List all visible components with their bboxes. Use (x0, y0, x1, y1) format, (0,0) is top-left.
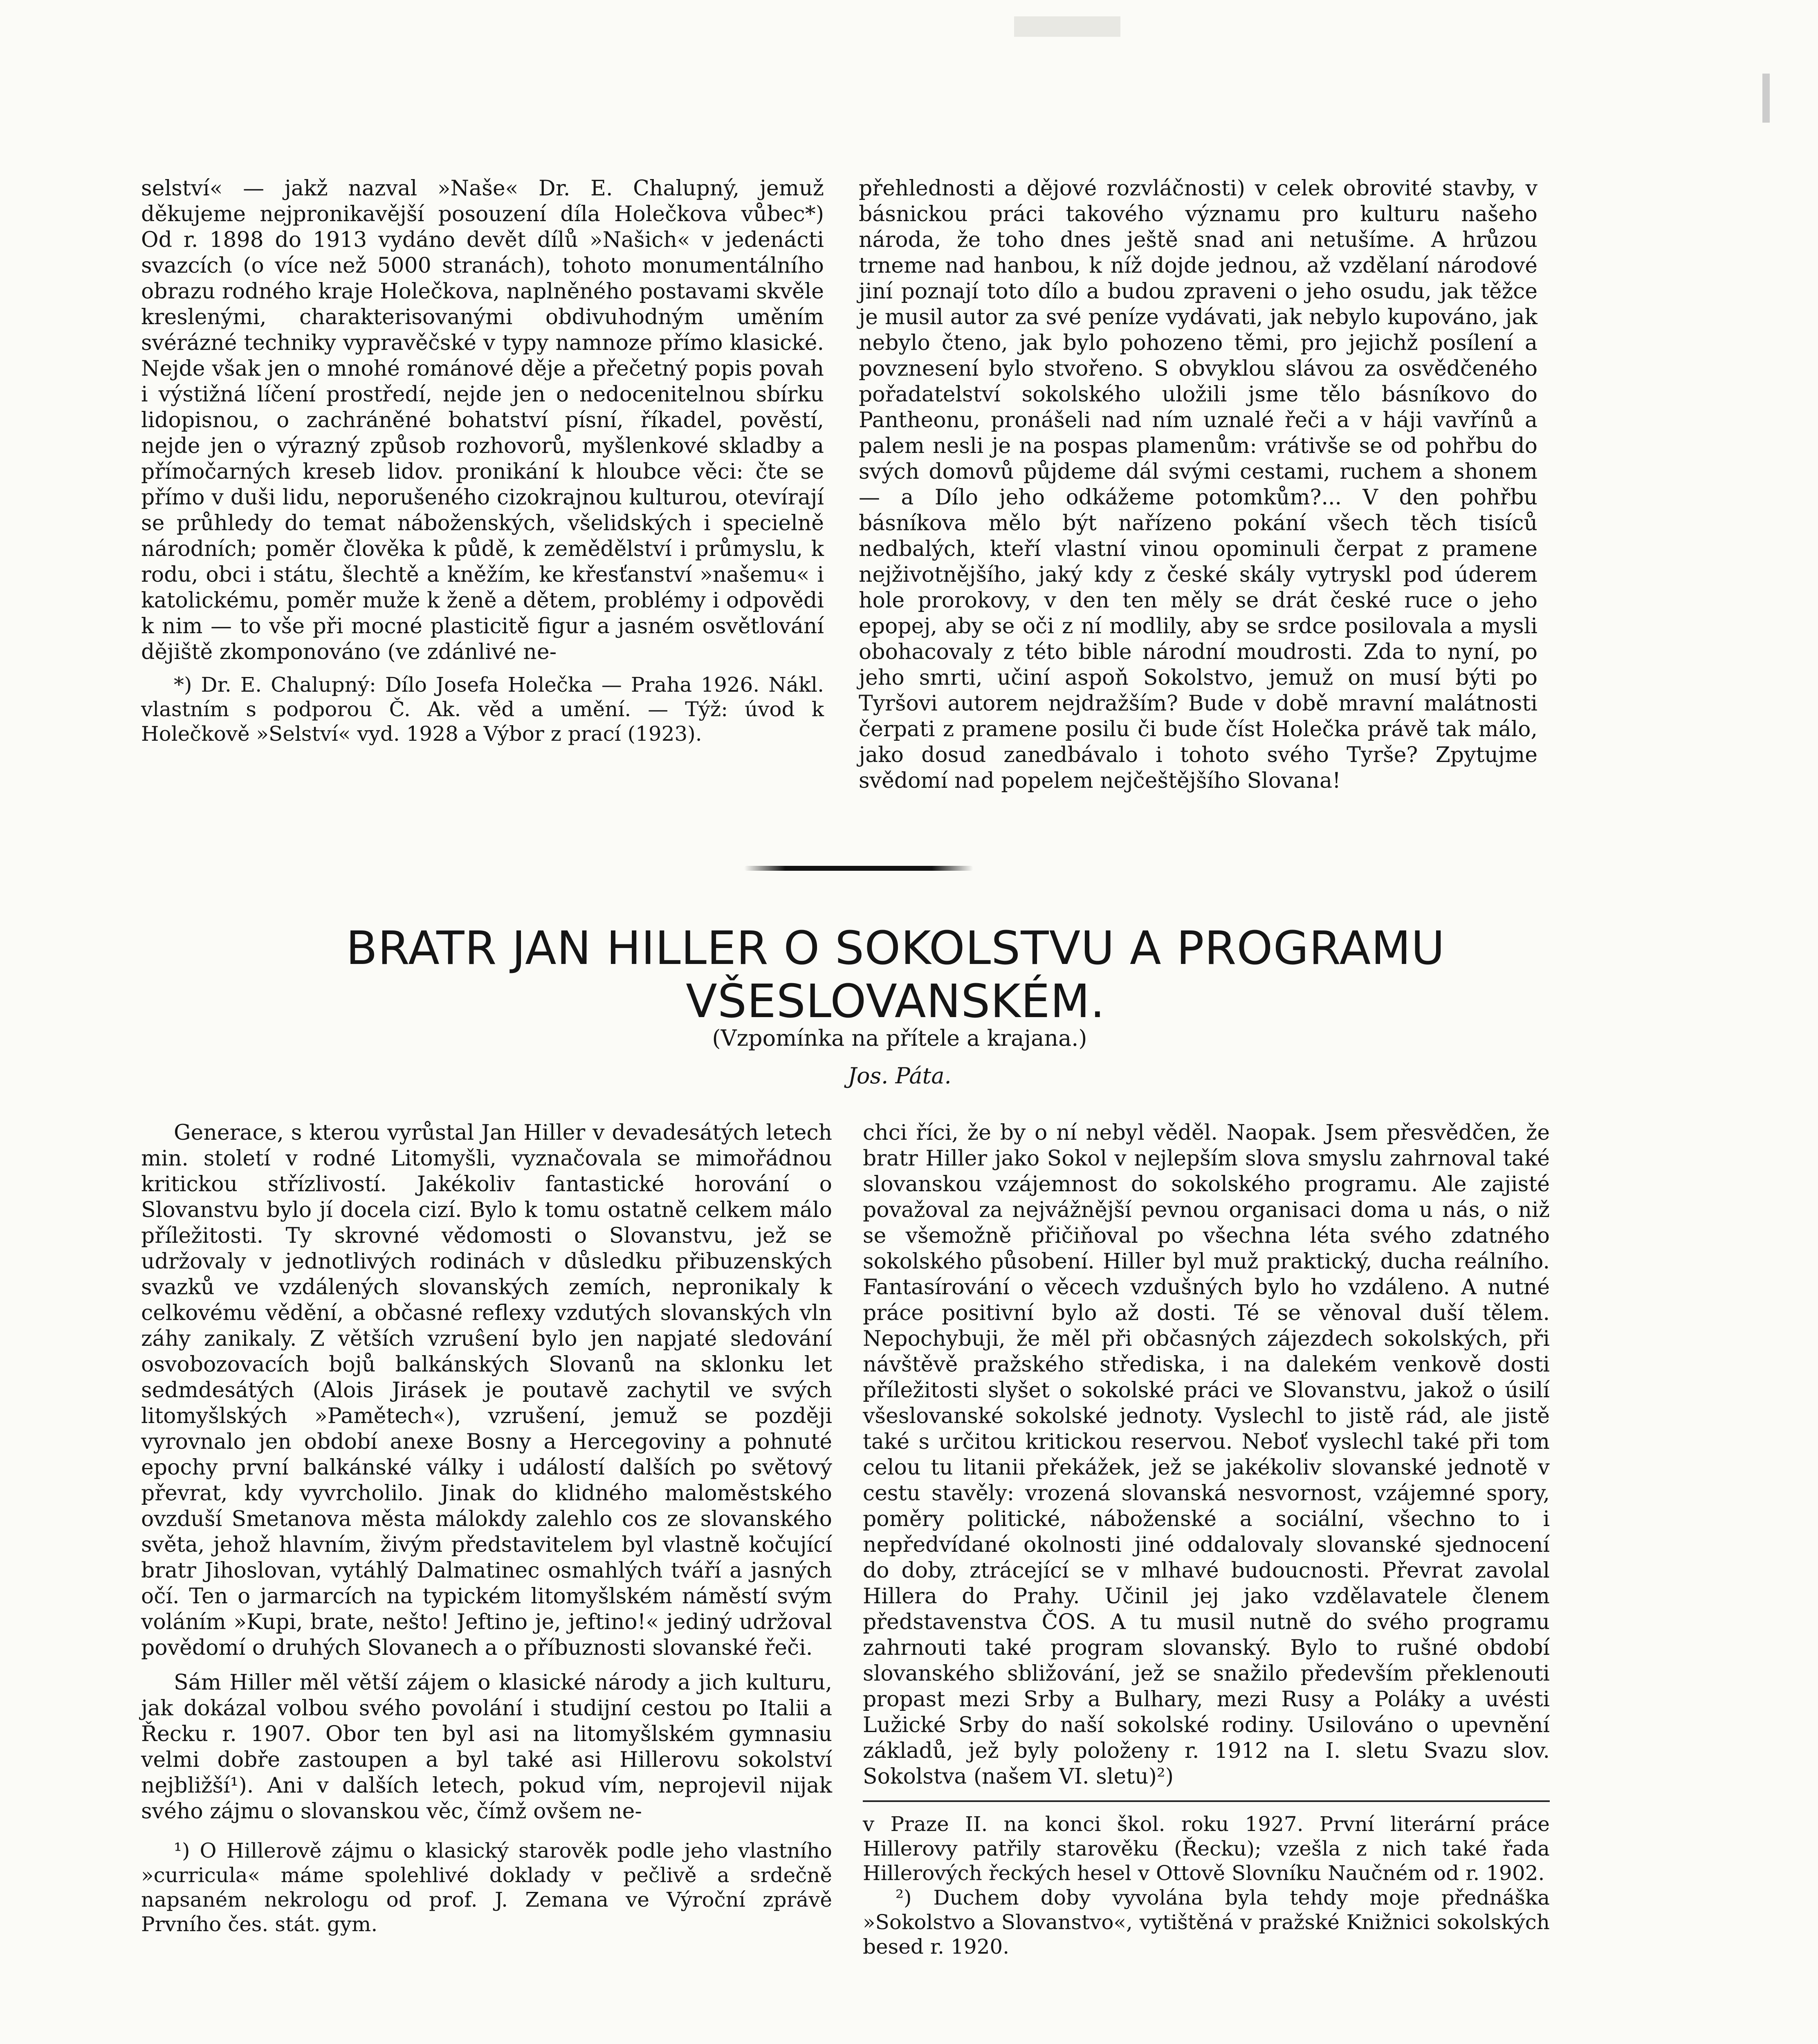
article-title (221, 922, 1570, 1028)
column-bottom-left (141, 1120, 832, 1936)
footnote-divider-right (863, 1800, 1550, 1802)
article-title-line1: BRATR JAN HILLER O SOKOLSTVU A PROGRAMU (346, 922, 1445, 975)
footnote-2: ²) Duchem doby vyvolána byla tehdy moje přednáška »Sokolstvo a Slovanstvo«, vytištěná v pražské Knižnici sokolských besed r. 1920. (863, 1886, 1550, 1959)
paragraph-chci-rici: chci říci, že by o ní nebyl věděl. Naopak. Jsem přesvědčen, že bratr Hiller jako Sokol v nejlepším slova smyslu zahrnoval také slovanskou vzájemnost do sokolského programu. Ale zajisté považoval za nejvážnější pevnou organisaci doma u nás, o niž se všemožně přičiňoval po všechna léta svého zdatného sokolského působení. Hiller byl muž praktický, ducha reálního. Fantasírování o věcech vzdušných bylo ho vzdáleno. A nutné práce positivní bylo až dosti. Té se věnoval duší tělem. Nepochybuji, že měl při občasných zájezdech sokolských, při návštěvě pražského střediska, i na dalekém venkově dosti příležitosti slyšet o sokolské práci ve Slovanstvu, jakož o úsilí všeslovanské sokolské jednoty. Vyslechl to jistě rád, ale jistě také s určitou kritickou reservou. Neboť vyslechl také při tom celou tu litanii překážek, jež se jakékoliv slovanské jednotě v cestu stavěly: vrozená slovanská nesvornost, vzájemné spory, poměry politické, náboženské a sociální, všechno to i nepředvídané okolnosti jiné oddalovaly slovanské sjednocení do doby, ztrácející se v mlhavé budoucnosti. Převrat zavolal Hillera do Prahy. Učinil jej jako vzdělavatele členem představenstva ČOS. A tu musil nutně do svého programu zahrnouti také program slovanský. Bylo to rušné období slovanského sbližování, jež se snažilo především překlenouti propast mezi Srby a Bulhary, mezi Rusy a Poláky a uvésti Lužické Srby do naší sokolské rodiny. Usilováno o upevnění základů, jež byly položeny r. 1912 na I. sletu Svazu slov. Sokolstva (našem VI. sletu)²) (863, 1121, 1550, 1789)
article-author: Jos. Páta. (848, 1063, 952, 1089)
paragraph-generace: Generace, s kterou vyrůstal Jan Hiller v devadesátých letech min. století v rodné Litomyšli, vyznačovala se mimořádnou kritickou střízlivostí. Jakékoliv fantastické horování o Slovanstvu bylo jí docela cizí. Bylo k tomu ostatně celkem málo příležitosti. Ty skrovné vědomosti o Slovanstvu, jež se udržovaly v jednotlivých rodinách v důsledku přibuzenských svazků ve vzdálených slovanských zemích, nepronikaly k celkovému vědění, a občasné reflexy vzdutých slovanských vln záhy zanikaly. Z větších vzruŝení bylo jen napjaté sledování osvobozovacích bojů balkánských Slovanů na sklonku let sedmdesátých (Alois Jirásek je poutavě zachytil ve svých litomyšlských »Pamětech«), vzrušení, jemuž se později vyrovnalo jen období anexe Bosny a Hercegoviny a pohnuté epochy první balkánské války i událostí dalších po světový převrat, kdy vyvrcholilo. Jinak do klidného maloměstského ovzduší Smetanova města málokdy zalehlo cos ze slovanského světa, jehož hlavním, živým představitelem byl vlastně kočující bratr Jihoslovan, vytáhlý Dalmatinec osmahlých tváří a jasných očí. Ten o jarmarcích na typickém litomyšlském náměstí svým voláním »Kupi, brate, nešto! Jeftino je, jeftino!« jediný udržoval povědomí o druhých Slovanech a o příbuznosti slovanské řeči. (141, 1121, 832, 1660)
footnote-1: ¹) O Hillerově zájmu o klasický starověk podle jeho vlastního »curricula« máme spolehlivé doklady v pečlivě a srdečně napsaném nekrologu od prof. J. Zemana ve Výroční zprávě Prvního čes. stát. gym. (141, 1839, 832, 1936)
footnote-1-continued: v Praze II. na konci škol. roku 1927. První literární práce Hillerovy patřily starověku (Řecku); vzešla z nich také řada Hillerových řeckých hesel v Ottově Slovníku Naučném od r. 1902. (863, 1812, 1550, 1885)
scan-artifact-top (1014, 16, 1120, 37)
paragraph-sam-hiller: Sám Hiller měl větší zájem o klasické národy a jich kulturu, jak dokázal volbou svého povolání i studijní cestou po Italii a Řecku r. 1907. Obor ten byl asi na litomyšlském gymnasiu velmi dobře zastoupen a byl také asi Hillerovu sokolství nejbližší¹). Ani v dalších letech, pokud vím, neprojevil nijak svého zájmu o slovanskou věc, čímž ovšem ne- (141, 1670, 832, 1824)
column-top-right (859, 176, 1537, 794)
article-title-line2: VŠESLOVANSKÉM. (686, 975, 1105, 1028)
paragraph-selstvi: selství« — jakž nazval »Naše« Dr. E. Chalupný, jemuž děkujeme nejpronikavější posouzení díla Holečkova vůbec*) Od r. 1898 do 1913 vydáno devět dílů »Našich« v jedenácti svazcích (o více než 5000 stranách), tohoto monumentálního obrazu rodného kraje Holečkova, naplněného postavami skvěle kreslenými, charakterisovanými obdivuhodným uměním svérázné techniky vypravěčské v typy namnoze přímo klasické. Nejde však jen o mnohé románové děje a přečetný popis povah i výstižná líčení prostředí, nejde jen o nedocenitelnou sbírku lidopisnou, o zachráněné bohatství písní, říkadel, pověstí, nejde jen o výrazný způsob rozhovorů, myšlenkové skladby a přímočarných kreseb lidov. pronikání k hloubce věci: čte se přímo v duši lidu, neporušeného cizokrajnou kulturou, otevírají se průhledy do temat náboženských, všelidských i specielně národních; poměr člověka k půdě, k zemědělství i průmyslu, k rodu, obci i státu, šlechtě a kněžím, ke křesťanství »našemu« i katolickému, poměr muže k ženě a dětem, problémy i odpovědi k nim — to vše při mocné plasticitě figur a jasném osvětlování dějiště zkomponováno (ve zdánlivé ne- (141, 176, 824, 664)
column-bottom-right (863, 1120, 1550, 1959)
article-subtitle: (Vzpomínka na přítele a krajana.) (712, 1025, 1087, 1051)
paragraph-prehlednosti: přehlednosti a dějové rozvláčnosti) v celek obrovité stavby, v básnickou práci takového významu pro kulturu našeho národa, že toho dnes ještě snad ani netušíme. A hrůzou trneme nad hanbou, k níž dojde jednou, až vzdělaní národové jiní poznají toto dílo a budou zpraveni o jeho osudu, jak těžce je musil autor za své peníze vydávati, jak nebylo kupováno, jak nebylo čteno, jak bylo pohozeno těmi, pro jejichž posílení a povznesení bylo stvořeno. S obvyklou slávou za osvědčeného pořadatelství sokolského uložili jsme tělo básníkovo do Pantheonu, pronášeli nad ním uznalé řeči a v háji vavřínů a palem nesli je na pospas plamenům: vrátivše se od pohřbu do svých domovů půjdeme dál svými cestami, ruchem a shonem — a Dílo jeho odkážeme potomkům?... V den pohřbu básníkova mělo být nařízeno pokání všech těch tisíců nedbalých, kteří vlastní vinou opominuli čerpat z pramene nejživotnějšího, jaký kdy z české skály vytryskl pod úderem hole prorokovy, v den ten měly se drát české ruce o jeho epopej, aby se oči z ní modlily, aby se srdce posilovala a mysli obohacovaly z této bible národní moudrosti. Zda to nyní, po jeho smrti, učiní aspoň Sokolstvo, jemuž on musí býti po Tyršovi autorem nejdražším? Bude v době mravní malátnosti čerpati z pramene posilu či bude číst Holečka právě tak málo, jako dosud zanedbávalo i tohoto svého Tyrše? Zpytujme svědomí nad popelem nejčeštějšího Slovana! (859, 176, 1537, 793)
scan-artifact-right (1762, 74, 1770, 123)
section-divider (744, 866, 973, 871)
footnote-chalupny: *) Dr. E. Chalupný: Dílo Josefa Holečka — Praha 1926. Nákl. vlastním s podporou Č. Ak. věd a umění. — Týž: úvod k Holečkově »Selství« vyd. 1928 a Výbor z prací (1923). (141, 673, 824, 746)
column-top-left (141, 176, 824, 746)
